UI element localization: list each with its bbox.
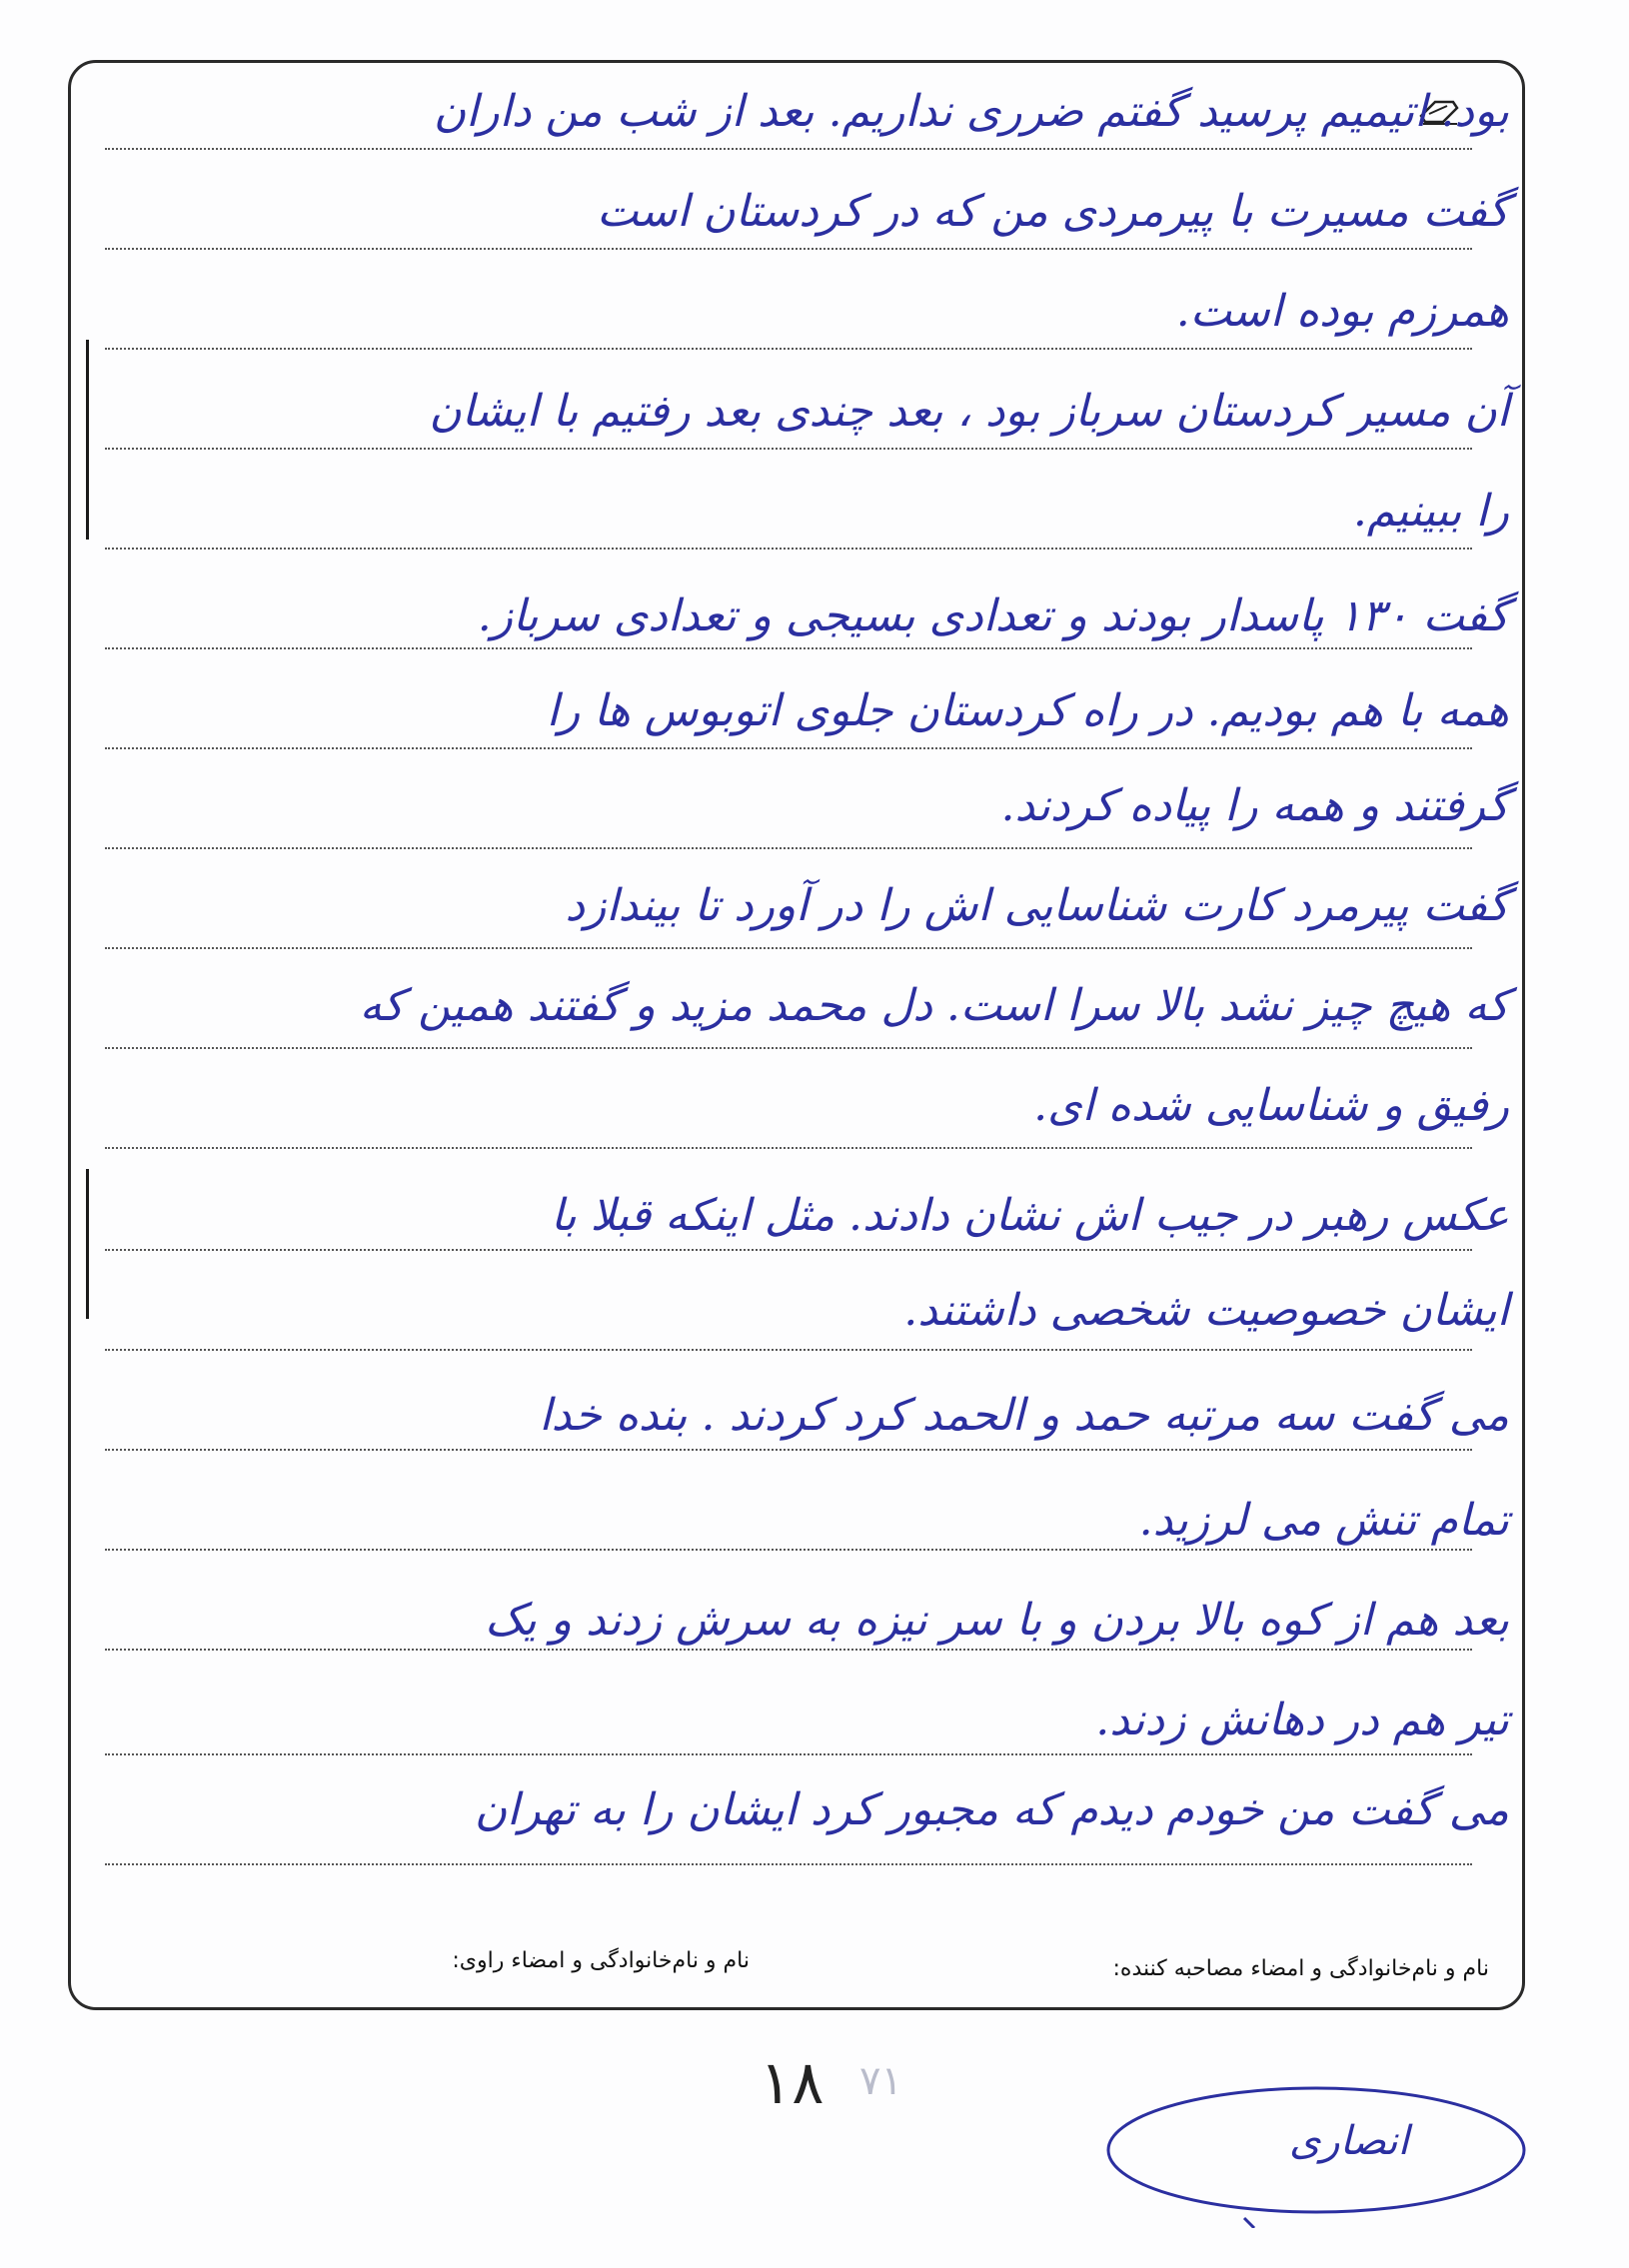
ruled-line [105,1349,1472,1351]
ruled-line [105,1549,1472,1551]
ruled-line [105,1649,1472,1651]
handwritten-line: رفیق و شناسایی شده ای. [1033,1080,1509,1131]
handwritten-line: که هیچ چیز نشد بالا سرا است. دل محمد مزید و گفتند همین که [359,980,1509,1031]
handwritten-line: تمام تنش می لرزید. [1138,1495,1509,1546]
ruled-line [105,1249,1472,1251]
handwritten-line: ایشان خصوصیت شخصی داشتند. [903,1285,1509,1336]
ruled-line [105,747,1472,749]
handwritten-line: بود. اتیمیم پرسید گفتم ضرری نداریم. بعد از شب من داران [433,86,1509,137]
handwritten-line: گفت ۱۳۰ پاسدار بودند و تعدادی بسیجی و تعدادی سرباز. [477,590,1509,641]
ruled-line [105,1449,1472,1451]
ruled-line [105,148,1472,150]
narrator-signature-label: نام و نام‌خانوادگی و امضاء راوی: [452,1948,750,1973]
handwritten-line: آن مسیر کردستان سرباز بود ، بعد چندی بعد رفتیم با ایشان [429,386,1509,437]
handwritten-line: عکس رهبر در جیب اش نشان دادند. مثل اینکه قبلا با [551,1190,1509,1241]
handwritten-line: بعد هم از کوه بالا بردن و با سر نیزه به سرش زدند و یک [485,1595,1509,1646]
ruled-line [105,348,1472,350]
signature-text: انصاری [1289,2118,1409,2164]
ruled-line [105,1753,1472,1755]
handwritten-line: را ببینیم. [1352,486,1509,537]
handwritten-line: گرفتند و همه را پیاده کردند. [1000,780,1509,831]
ruled-line [105,248,1472,250]
page-number: ۱۸ [760,2048,824,2118]
ruled-line [105,647,1472,649]
ruled-line [105,847,1472,849]
ruled-line [105,947,1472,949]
interviewer-signature-label: نام و نام‌خانوادگی و امضاء مصاحبه کننده: [1112,1956,1489,1981]
handwritten-line: همرزم بوده است. [1175,286,1509,337]
handwritten-line: تیر هم در دهانش زدند. [1095,1695,1509,1745]
handwritten-line: می گفت من خودم دیدم که مجبور کرد ایشان را به تهران [474,1784,1509,1835]
handwritten-line: همه با هم بودیم. در راه کردستان جلوی اتوبوس ها را [546,685,1509,736]
ruled-line [105,548,1472,550]
faint-page-number: ۷۱ [859,2058,902,2104]
handwritten-line: می گفت سه مرتبه حمد و الحمد کرد کردند . بنده خدا [539,1390,1509,1441]
ruled-line [105,1047,1472,1049]
ruled-line [105,1147,1472,1149]
handwritten-line: گفت مسیرت با پیرمردی من که در کردستان است [597,186,1509,237]
ruled-line [105,448,1472,450]
handwritten-line: گفت پیرمرد کارت شناسایی اش را در آورد تا بیندازد [565,880,1509,931]
ruled-line [105,1863,1472,1865]
margin-bar-top [86,340,89,540]
margin-bar-middle [86,1169,89,1319]
